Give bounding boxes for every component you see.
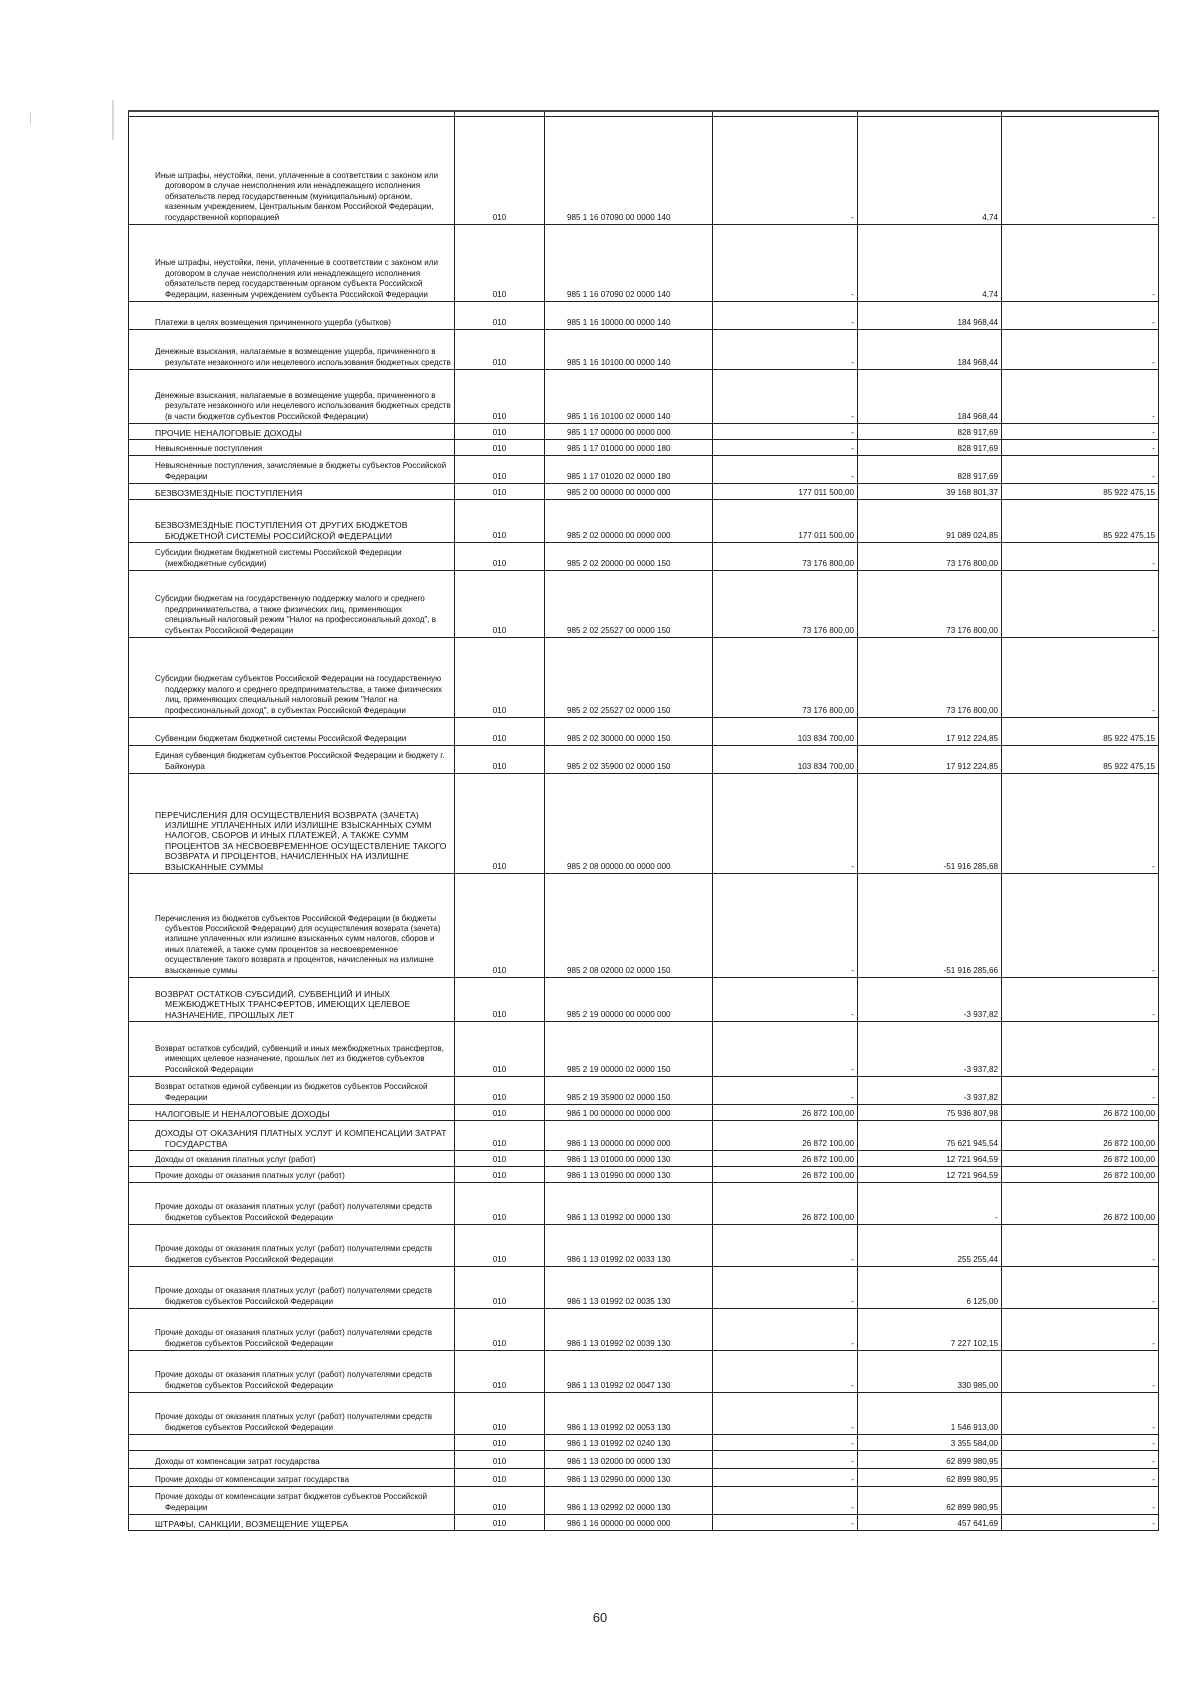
row-code-cell: 010	[455, 440, 545, 456]
table-row	[129, 1267, 1159, 1309]
row-kbk-cell: 985 2 02 25527 02 0000 150	[545, 638, 713, 718]
row-value-executed-cell: -51 916 285,66	[858, 874, 1002, 978]
row-code-cell: 010	[455, 774, 545, 874]
row-value-approved-cell: -	[713, 440, 858, 456]
row-value-unexecuted-cell: 85 922 475,15	[1002, 746, 1159, 774]
row-kbk-cell: 986 1 13 02000 00 0000 130	[545, 1451, 713, 1469]
row-kbk-cell: 985 2 02 25527 00 0000 150	[545, 571, 713, 638]
row-kbk-cell: 985 2 08 02000 02 0000 150	[545, 874, 713, 978]
row-value-unexecuted-cell: -	[1002, 1435, 1159, 1451]
row-value-approved-cell: 26 872 100,00	[713, 1151, 858, 1167]
row-code-cell: 010	[455, 874, 545, 978]
row-value-executed-cell: 12 721 964,59	[858, 1151, 1002, 1167]
table-row	[129, 370, 1159, 424]
row-value-unexecuted-cell: -	[1002, 774, 1159, 874]
row-kbk-cell: 985 2 02 00000 00 0000 000	[545, 500, 713, 543]
row-kbk-cell: 985 1 16 10100 02 0000 140	[545, 370, 713, 424]
row-kbk-cell: 985 2 19 35900 02 0000 150	[545, 1077, 713, 1105]
row-name-cell: Платежи в целях возмещения причиненного ущерба (убытков)	[129, 302, 455, 330]
row-value-approved-cell: 73 176 800,00	[713, 543, 858, 571]
row-code-cell: 010	[455, 1183, 545, 1225]
row-kbk-cell: 986 1 13 01992 02 0053 130	[545, 1393, 713, 1435]
table-row	[129, 1225, 1159, 1267]
row-name-cell: Субсидии бюджетам субъектов Российской Федерации на государственную поддержку малого и среднего предпринимательства, а также физических лиц, применяющих специальный налоговый режим "Налог на профессиональный доход", в субъектах Российской Федерации	[129, 638, 455, 718]
row-code-cell: 010	[455, 1515, 545, 1531]
row-value-executed-cell: -51 916 285,68	[858, 774, 1002, 874]
row-value-unexecuted-cell: -	[1002, 1469, 1159, 1487]
row-code-cell: 010	[455, 500, 545, 543]
table-row	[129, 874, 1159, 978]
row-code-cell: 010	[455, 456, 545, 484]
row-code-cell: 010	[455, 571, 545, 638]
row-kbk-cell: 985 2 19 00000 00 0000 000	[545, 978, 713, 1022]
row-kbk-cell: 985 1 16 10100 00 0000 140	[545, 330, 713, 370]
row-value-unexecuted-cell: 85 922 475,15	[1002, 500, 1159, 543]
row-code-cell: 010	[455, 1151, 545, 1167]
table-row	[129, 1487, 1159, 1515]
row-value-executed-cell: 184 968,44	[858, 302, 1002, 330]
scan-artifact	[112, 100, 114, 140]
row-name-cell: Прочие доходы от оказания платных услуг (работ) получателями средств бюджетов субъектов Российской Федерации	[129, 1183, 455, 1225]
row-code-cell: 010	[455, 484, 545, 500]
row-name-cell: Денежные взыскания, налагаемые в возмещение ущерба, причиненного в результате незаконного или нецелевого использования бюджетных средств (в части бюджетов субъектов Российской Федерации)	[129, 370, 455, 424]
row-kbk-cell: 986 1 13 01992 02 0033 130	[545, 1225, 713, 1267]
row-value-approved-cell: 26 872 100,00	[713, 1105, 858, 1121]
table-row	[129, 1077, 1159, 1105]
row-name-cell: Доходы от оказания платных услуг (работ)	[129, 1151, 455, 1167]
row-value-executed-cell: 7 227 102,15	[858, 1309, 1002, 1351]
row-value-unexecuted-cell: -	[1002, 1487, 1159, 1515]
row-kbk-cell: 985 2 02 35900 02 0000 150	[545, 746, 713, 774]
row-value-approved-cell: 73 176 800,00	[713, 638, 858, 718]
row-value-unexecuted-cell: 26 872 100,00	[1002, 1151, 1159, 1167]
table-row	[129, 424, 1159, 440]
row-code-cell: 010	[455, 1487, 545, 1515]
table-row	[129, 302, 1159, 330]
row-value-approved-cell: -	[713, 978, 858, 1022]
row-name-cell: Субсидии бюджетам на государственную поддержку малого и среднего предпринимательства, а также физических лиц, применяющих специальный налоговый режим "Налог на профессиональный доход", в субъектах Российской Федерации	[129, 571, 455, 638]
row-value-unexecuted-cell: -	[1002, 456, 1159, 484]
row-value-approved-cell: -	[713, 370, 858, 424]
row-value-executed-cell: 4,74	[858, 117, 1002, 225]
row-value-unexecuted-cell: -	[1002, 225, 1159, 302]
row-kbk-cell: 985 1 17 01000 00 0000 180	[545, 440, 713, 456]
table-row	[129, 440, 1159, 456]
table-row	[129, 1351, 1159, 1393]
row-kbk-cell: 986 1 13 01990 00 0000 130	[545, 1167, 713, 1183]
row-value-unexecuted-cell: 85 922 475,15	[1002, 718, 1159, 746]
row-value-approved-cell: -	[713, 1487, 858, 1515]
row-kbk-cell: 986 1 13 02992 02 0000 130	[545, 1487, 713, 1515]
row-name-cell: ДОХОДЫ ОТ ОКАЗАНИЯ ПЛАТНЫХ УСЛУГ И КОМПЕНСАЦИИ ЗАТРАТ ГОСУДАРСТВА	[129, 1121, 455, 1151]
row-kbk-cell: 985 2 00 00000 00 0000 000	[545, 484, 713, 500]
row-name-cell: Доходы от компенсации затрат государства	[129, 1451, 455, 1469]
row-name-cell: Невыясненные поступления, зачисляемые в бюджеты субъектов Российской Федерации	[129, 456, 455, 484]
row-value-unexecuted-cell: -	[1002, 638, 1159, 718]
row-code-cell: 010	[455, 330, 545, 370]
row-value-approved-cell: -	[713, 302, 858, 330]
row-kbk-cell: 986 1 13 00000 00 0000 000	[545, 1121, 713, 1151]
row-value-executed-cell: 62 899 980,95	[858, 1487, 1002, 1515]
table-row	[129, 1515, 1159, 1531]
row-value-approved-cell: 103 834 700,00	[713, 718, 858, 746]
row-value-executed-cell: 91 089 024,85	[858, 500, 1002, 543]
row-value-executed-cell: 75 621 945,54	[858, 1121, 1002, 1151]
row-value-unexecuted-cell: -	[1002, 1351, 1159, 1393]
row-value-executed-cell: -3 937,82	[858, 978, 1002, 1022]
row-name-cell: БЕЗВОЗМЕЗДНЫЕ ПОСТУПЛЕНИЯ	[129, 484, 455, 500]
table-row	[129, 1121, 1159, 1151]
row-value-unexecuted-cell: -	[1002, 1077, 1159, 1105]
table-row	[129, 1022, 1159, 1077]
row-code-cell: 010	[455, 1469, 545, 1487]
row-value-approved-cell: -	[713, 1077, 858, 1105]
table-row	[129, 500, 1159, 543]
row-code-cell: 010	[455, 424, 545, 440]
row-value-approved-cell: 177 011 500,00	[713, 500, 858, 543]
table-row	[129, 543, 1159, 571]
table-row	[129, 1151, 1159, 1167]
row-code-cell: 010	[455, 1267, 545, 1309]
row-name-cell: Прочие доходы от оказания платных услуг (работ) получателями средств бюджетов субъектов Российской Федерации	[129, 1393, 455, 1435]
row-value-unexecuted-cell: -	[1002, 1267, 1159, 1309]
row-value-executed-cell: 828 917,69	[858, 424, 1002, 440]
row-value-approved-cell: 26 872 100,00	[713, 1167, 858, 1183]
report-body	[129, 111, 1159, 1531]
row-value-executed-cell: -3 937,82	[858, 1022, 1002, 1077]
row-value-executed-cell: -	[858, 1183, 1002, 1225]
table-row	[129, 1451, 1159, 1469]
row-value-executed-cell: 73 176 800,00	[858, 638, 1002, 718]
row-code-cell: 010	[455, 746, 545, 774]
row-name-cell: БЕЗВОЗМЕЗДНЫЕ ПОСТУПЛЕНИЯ ОТ ДРУГИХ БЮДЖЕТОВ БЮДЖЕТНОЙ СИСТЕМЫ РОССИЙСКОЙ ФЕДЕРАЦИИ	[129, 500, 455, 543]
row-value-unexecuted-cell: 26 872 100,00	[1002, 1183, 1159, 1225]
table-row	[129, 1435, 1159, 1451]
row-value-unexecuted-cell: -	[1002, 424, 1159, 440]
row-code-cell: 010	[455, 543, 545, 571]
table-row	[129, 638, 1159, 718]
row-value-approved-cell: -	[713, 1225, 858, 1267]
row-kbk-cell: 986 1 00 00000 00 0000 000	[545, 1105, 713, 1121]
row-value-unexecuted-cell: -	[1002, 370, 1159, 424]
row-code-cell: 010	[455, 718, 545, 746]
row-value-executed-cell: 828 917,69	[858, 440, 1002, 456]
row-code-cell: 010	[455, 1309, 545, 1351]
row-code-cell: 010	[455, 370, 545, 424]
row-value-approved-cell: -	[713, 1267, 858, 1309]
row-value-executed-cell: 73 176 800,00	[858, 543, 1002, 571]
row-name-cell: Субсидии бюджетам бюджетной системы Российской Федерации (межбюджетные субсидии)	[129, 543, 455, 571]
row-name-cell	[129, 1435, 455, 1451]
row-value-unexecuted-cell: -	[1002, 440, 1159, 456]
row-kbk-cell: 985 2 08 00000 00 0000 000	[545, 774, 713, 874]
row-kbk-cell: 986 1 13 01992 02 0240 130	[545, 1435, 713, 1451]
row-value-approved-cell: -	[713, 1515, 858, 1531]
row-value-approved-cell: 26 872 100,00	[713, 1183, 858, 1225]
row-name-cell: Прочие доходы от оказания платных услуг (работ)	[129, 1167, 455, 1183]
table-row	[129, 1183, 1159, 1225]
table-row	[129, 1393, 1159, 1435]
row-kbk-cell: 986 1 13 01992 02 0047 130	[545, 1351, 713, 1393]
row-value-unexecuted-cell: -	[1002, 978, 1159, 1022]
row-value-approved-cell: -	[713, 1022, 858, 1077]
table-row	[129, 330, 1159, 370]
row-kbk-cell: 986 1 13 01000 00 0000 130	[545, 1151, 713, 1167]
row-code-cell: 010	[455, 302, 545, 330]
row-value-unexecuted-cell: -	[1002, 1309, 1159, 1351]
row-value-executed-cell: 73 176 800,00	[858, 571, 1002, 638]
table-row	[129, 746, 1159, 774]
row-value-executed-cell: 184 968,44	[858, 330, 1002, 370]
row-value-executed-cell: 75 936 807,98	[858, 1105, 1002, 1121]
table-row	[129, 484, 1159, 500]
row-name-cell: Прочие доходы от оказания платных услуг (работ) получателями средств бюджетов субъектов Российской Федерации	[129, 1225, 455, 1267]
row-code-cell: 010	[455, 225, 545, 302]
row-value-unexecuted-cell: -	[1002, 330, 1159, 370]
row-name-cell: Прочие доходы от оказания платных услуг (работ) получателями средств бюджетов субъектов Российской Федерации	[129, 1351, 455, 1393]
row-name-cell: Единая субвенция бюджетам субъектов Российской Федерации и бюджету г. Байконура	[129, 746, 455, 774]
row-kbk-cell: 985 2 19 00000 02 0000 150	[545, 1022, 713, 1077]
row-value-executed-cell: 3 355 584,00	[858, 1435, 1002, 1451]
row-kbk-cell: 985 1 16 07090 02 0000 140	[545, 225, 713, 302]
row-name-cell: Прочие доходы от компенсации затрат бюджетов субъектов Российской Федерации	[129, 1487, 455, 1515]
row-value-unexecuted-cell: 26 872 100,00	[1002, 1121, 1159, 1151]
row-code-cell: 010	[455, 1022, 545, 1077]
row-value-executed-cell: 828 917,69	[858, 456, 1002, 484]
row-value-approved-cell: -	[713, 774, 858, 874]
row-value-approved-cell: 26 872 100,00	[713, 1121, 858, 1151]
row-code-cell: 010	[455, 1167, 545, 1183]
row-name-cell: Возврат остатков субсидий, субвенций и иных межбюджетных трансфертов, имеющих целевое назначение, прошлых лет из бюджетов субъектов Российской Федерации	[129, 1022, 455, 1077]
row-value-unexecuted-cell: -	[1002, 302, 1159, 330]
row-name-cell: Прочие доходы от оказания платных услуг (работ) получателями средств бюджетов субъектов Российской Федерации	[129, 1309, 455, 1351]
row-value-unexecuted-cell: -	[1002, 1225, 1159, 1267]
row-name-cell: Возврат остатков единой субвенции из бюджетов субъектов Российской Федерации	[129, 1077, 455, 1105]
row-code-cell: 010	[455, 1225, 545, 1267]
row-value-approved-cell: -	[713, 1435, 858, 1451]
row-name-cell: Иные штрафы, неустойки, пени, уплаченные в соответствии с законом или договором в случае неисполнения или ненадлежащего исполнения обязательств перед государственным органом субъекта Российской Федерации, казенным учреждением субъекта Российской Федерации	[129, 225, 455, 302]
row-code-cell: 010	[455, 1435, 545, 1451]
table-row	[129, 718, 1159, 746]
row-kbk-cell: 986 1 13 02990 00 0000 130	[545, 1469, 713, 1487]
row-kbk-cell: 985 2 02 20000 00 0000 150	[545, 543, 713, 571]
row-kbk-cell: 986 1 16 00000 00 0000 000	[545, 1515, 713, 1531]
row-name-cell: Невыясненные поступления	[129, 440, 455, 456]
row-code-cell: 010	[455, 978, 545, 1022]
row-code-cell: 010	[455, 1077, 545, 1105]
row-value-executed-cell: 12 721 964,59	[858, 1167, 1002, 1183]
row-value-approved-cell: -	[713, 456, 858, 484]
row-value-executed-cell: 330 985,00	[858, 1351, 1002, 1393]
table-row	[129, 117, 1159, 225]
row-value-executed-cell: 62 899 980,95	[858, 1469, 1002, 1487]
row-kbk-cell: 985 1 17 01020 02 0000 180	[545, 456, 713, 484]
row-name-cell: НАЛОГОВЫЕ И НЕНАЛОГОВЫЕ ДОХОДЫ	[129, 1105, 455, 1121]
row-value-unexecuted-cell: -	[1002, 1022, 1159, 1077]
row-kbk-cell: 985 2 02 30000 00 0000 150	[545, 718, 713, 746]
row-kbk-cell: 986 1 13 01992 02 0039 130	[545, 1309, 713, 1351]
table-row	[129, 1167, 1159, 1183]
row-value-unexecuted-cell: -	[1002, 543, 1159, 571]
table-row	[129, 225, 1159, 302]
row-value-unexecuted-cell: -	[1002, 874, 1159, 978]
row-kbk-cell: 985 1 17 00000 00 0000 000	[545, 424, 713, 440]
row-code-cell: 010	[455, 1105, 545, 1121]
row-name-cell: Денежные взыскания, налагаемые в возмещение ущерба, причиненного в результате незаконного или нецелевого использования бюджетных средств	[129, 330, 455, 370]
row-value-unexecuted-cell: -	[1002, 117, 1159, 225]
row-value-approved-cell: 103 834 700,00	[713, 746, 858, 774]
row-value-executed-cell: 6 125,00	[858, 1267, 1002, 1309]
table-row	[129, 1469, 1159, 1487]
row-kbk-cell: 986 1 13 01992 02 0035 130	[545, 1267, 713, 1309]
table-row	[129, 978, 1159, 1022]
row-value-executed-cell: 255 255,44	[858, 1225, 1002, 1267]
table-row	[129, 571, 1159, 638]
row-code-cell: 010	[455, 638, 545, 718]
row-value-executed-cell: 17 912 224,85	[858, 746, 1002, 774]
row-code-cell: 010	[455, 1451, 545, 1469]
row-value-executed-cell: 1 546 913,00	[858, 1393, 1002, 1435]
row-value-approved-cell: -	[713, 1351, 858, 1393]
row-name-cell: ПРОЧИЕ НЕНАЛОГОВЫЕ ДОХОДЫ	[129, 424, 455, 440]
row-value-approved-cell: -	[713, 1393, 858, 1435]
row-code-cell: 010	[455, 1351, 545, 1393]
row-value-unexecuted-cell: 26 872 100,00	[1002, 1167, 1159, 1183]
row-value-executed-cell: 4,74	[858, 225, 1002, 302]
table-row	[129, 1105, 1159, 1121]
revenue-report-table	[128, 110, 1159, 1531]
row-value-approved-cell: -	[713, 1309, 858, 1351]
row-value-unexecuted-cell: -	[1002, 571, 1159, 638]
row-name-cell: Иные штрафы, неустойки, пени, уплаченные в соответствии с законом или договором в случае неисполнения или ненадлежащего исполнения обязательств перед государственным (муниципальным) органом, казенным учреждением, Центральным банком Российской Федерации, государственной корпорацией	[129, 117, 455, 225]
scan-artifact	[30, 112, 31, 124]
row-value-executed-cell: 62 899 980,95	[858, 1451, 1002, 1469]
table-row	[129, 456, 1159, 484]
row-name-cell: Перечисления из бюджетов субъектов Российской Федерации (в бюджеты субъектов Российской Федерации) для осуществления возврата (зачета) излишне уплаченных или излишне взысканных сумм налогов, сборов и иных платежей, а также сумм процентов за несвоевременное осуществление такого возврата и процентов, начисленных на излишне взысканные суммы	[129, 874, 455, 978]
row-name-cell: ПЕРЕЧИСЛЕНИЯ ДЛЯ ОСУЩЕСТВЛЕНИЯ ВОЗВРАТА (ЗАЧЕТА) ИЗЛИШНЕ УПЛАЧЕННЫХ ИЛИ ИЗЛИШНЕ ВЗЫСКАННЫХ СУММ НАЛОГОВ, СБОРОВ И ИНЫХ ПЛАТЕЖЕЙ, А ТАКЖЕ СУММ ПРОЦЕНТОВ ЗА НЕСВОЕВРЕМЕННОЕ ОСУЩЕСТВЛЕНИЕ ТАКОГО ВОЗВРАТА И ПРОЦЕНТОВ, НАЧИСЛЕННЫХ НА ИЗЛИШНЕ ВЗЫСКАННЫЕ СУММЫ	[129, 774, 455, 874]
table-row	[129, 1309, 1159, 1351]
row-name-cell: ШТРАФЫ, САНКЦИИ, ВОЗМЕЩЕНИЕ УЩЕРБА	[129, 1515, 455, 1531]
row-name-cell: Прочие доходы от компенсации затрат государства	[129, 1469, 455, 1487]
row-value-executed-cell: 17 912 224,85	[858, 718, 1002, 746]
row-value-approved-cell: -	[713, 1451, 858, 1469]
page-number: 60	[592, 1610, 608, 1625]
row-code-cell: 010	[455, 117, 545, 225]
row-value-unexecuted-cell: -	[1002, 1393, 1159, 1435]
row-value-approved-cell: 73 176 800,00	[713, 571, 858, 638]
row-value-executed-cell: -3 937,82	[858, 1077, 1002, 1105]
row-kbk-cell: 986 1 13 01992 00 0000 130	[545, 1183, 713, 1225]
row-value-unexecuted-cell: 26 872 100,00	[1002, 1105, 1159, 1121]
row-value-approved-cell: -	[713, 874, 858, 978]
row-code-cell: 010	[455, 1393, 545, 1435]
row-name-cell: Прочие доходы от оказания платных услуг (работ) получателями средств бюджетов субъектов Российской Федерации	[129, 1267, 455, 1309]
row-kbk-cell: 985 1 16 07090 00 0000 140	[545, 117, 713, 225]
row-value-executed-cell: 184 968,44	[858, 370, 1002, 424]
row-value-unexecuted-cell: -	[1002, 1515, 1159, 1531]
row-name-cell: ВОЗВРАТ ОСТАТКОВ СУБСИДИЙ, СУБВЕНЦИЙ И ИНЫХ МЕЖБЮДЖЕТНЫХ ТРАНСФЕРТОВ, ИМЕЮЩИХ ЦЕЛЕВОЕ НАЗНАЧЕНИЕ, ПРОШЛЫХ ЛЕТ	[129, 978, 455, 1022]
row-value-approved-cell: -	[713, 225, 858, 302]
row-value-executed-cell: 457 641,69	[858, 1515, 1002, 1531]
row-value-approved-cell: -	[713, 1469, 858, 1487]
row-value-executed-cell: 39 168 801,37	[858, 484, 1002, 500]
row-value-unexecuted-cell: -	[1002, 1451, 1159, 1469]
row-value-approved-cell: 177 011 500,00	[713, 484, 858, 500]
row-value-approved-cell: -	[713, 117, 858, 225]
row-code-cell: 010	[455, 1121, 545, 1151]
row-value-unexecuted-cell: 85 922 475,15	[1002, 484, 1159, 500]
table-row	[129, 774, 1159, 874]
row-value-approved-cell: -	[713, 424, 858, 440]
row-name-cell: Субвенции бюджетам бюджетной системы Российской Федерации	[129, 718, 455, 746]
row-value-approved-cell: -	[713, 330, 858, 370]
row-kbk-cell: 985 1 16 10000 00 0000 140	[545, 302, 713, 330]
